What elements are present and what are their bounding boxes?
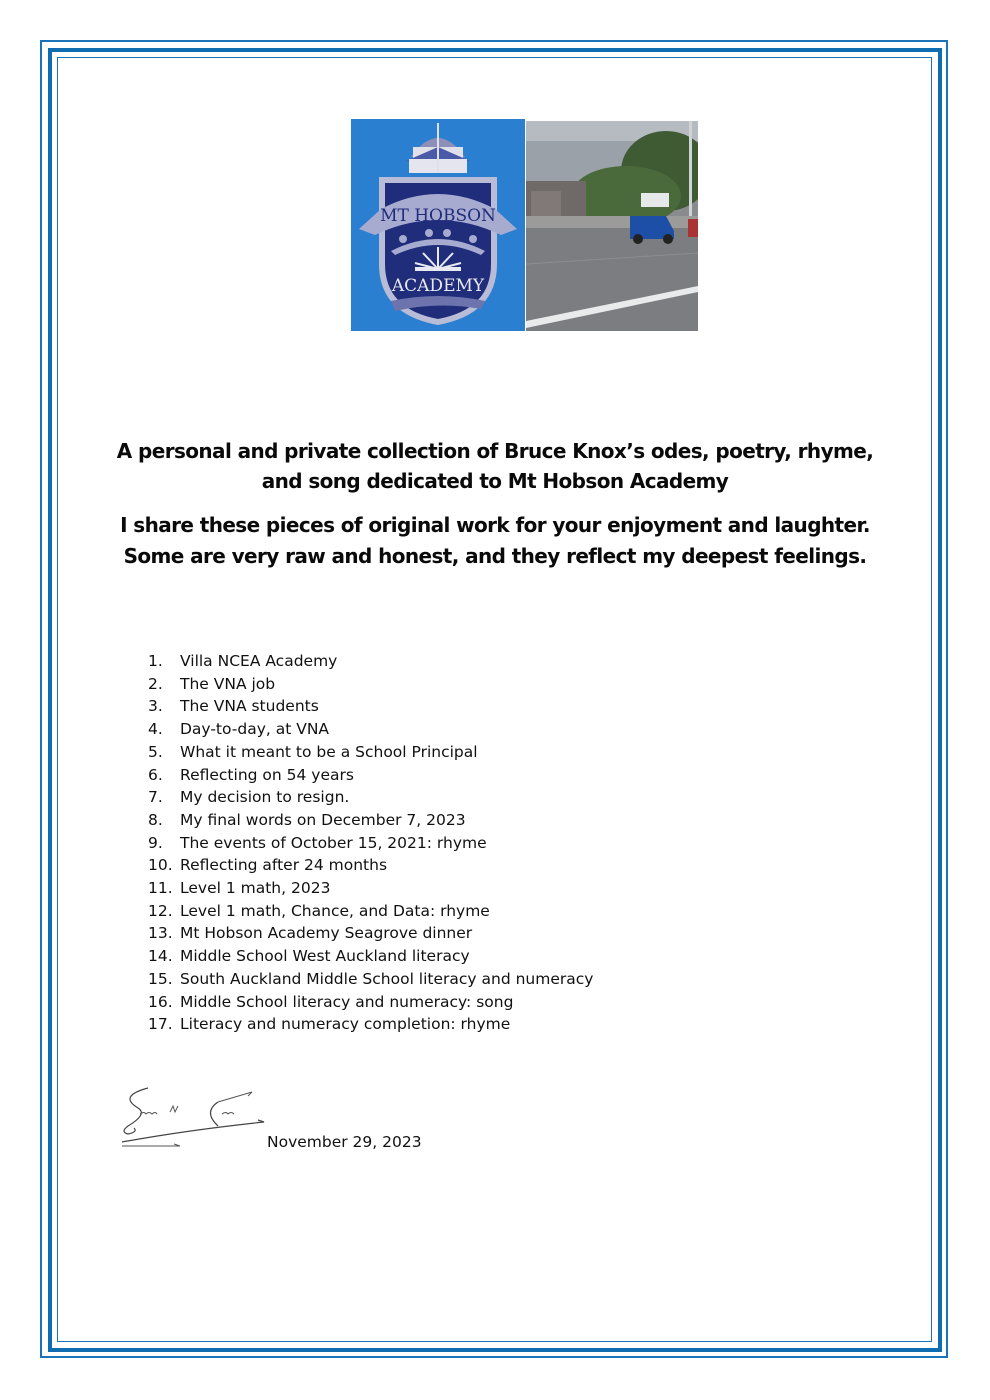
signature-date: November 29, 2023 — [267, 1133, 422, 1151]
list-item: 12. Level 1 math, Chance, and Data: rhyme — [148, 901, 490, 920]
list-item: 13. Mt Hobson Academy Seagrove dinner — [148, 924, 473, 943]
list-item: 6. Reflecting on 54 years — [148, 765, 354, 784]
list-item: 7. My decision to resign. — [148, 788, 350, 807]
school-crest-logo — [351, 119, 525, 331]
list-item: 9. The events of October 15, 2021: rhyme — [148, 833, 487, 852]
document-intro: I share these pieces of original work for your enjoyment and laughter. Some are very raw and honest, and they reflect my deepest feelings. — [120, 513, 870, 568]
list-item: 10. Reflecting after 24 months — [148, 856, 388, 875]
signature — [118, 1082, 268, 1152]
contents-list — [148, 650, 593, 1036]
list-item: 17. Literacy and numeracy completion: rhyme — [148, 1015, 511, 1034]
list-item: 5. What it meant to be a School Principal — [148, 742, 478, 761]
list-item: 15. South Auckland Middle School literacy and numeracy — [148, 969, 594, 988]
crest-top-text: MT HOBSON — [380, 206, 496, 226]
crest-bottom-text: ACADEMY — [391, 276, 485, 296]
list-item: 3. The VNA students — [148, 697, 319, 716]
list-item: 14. Middle School West Auckland literacy — [148, 947, 470, 966]
list-item: 1. Villa NCEA Academy — [148, 652, 338, 670]
list-item: 8. My final words on December 7, 2023 — [148, 810, 466, 829]
list-item: 4. Day-to-day, at VNA — [148, 720, 330, 739]
school-street-photo — [526, 121, 698, 331]
list-item: 11. Level 1 math, 2023 — [148, 879, 331, 898]
list-item: 2. The VNA job — [148, 674, 276, 693]
document-title: A personal and private collection of Bruce Knox’s odes, poetry, rhyme, and song dedicated to Mt Hobson Academy — [116, 439, 874, 493]
list-item: 16. Middle School literacy and numeracy: song — [148, 992, 514, 1011]
